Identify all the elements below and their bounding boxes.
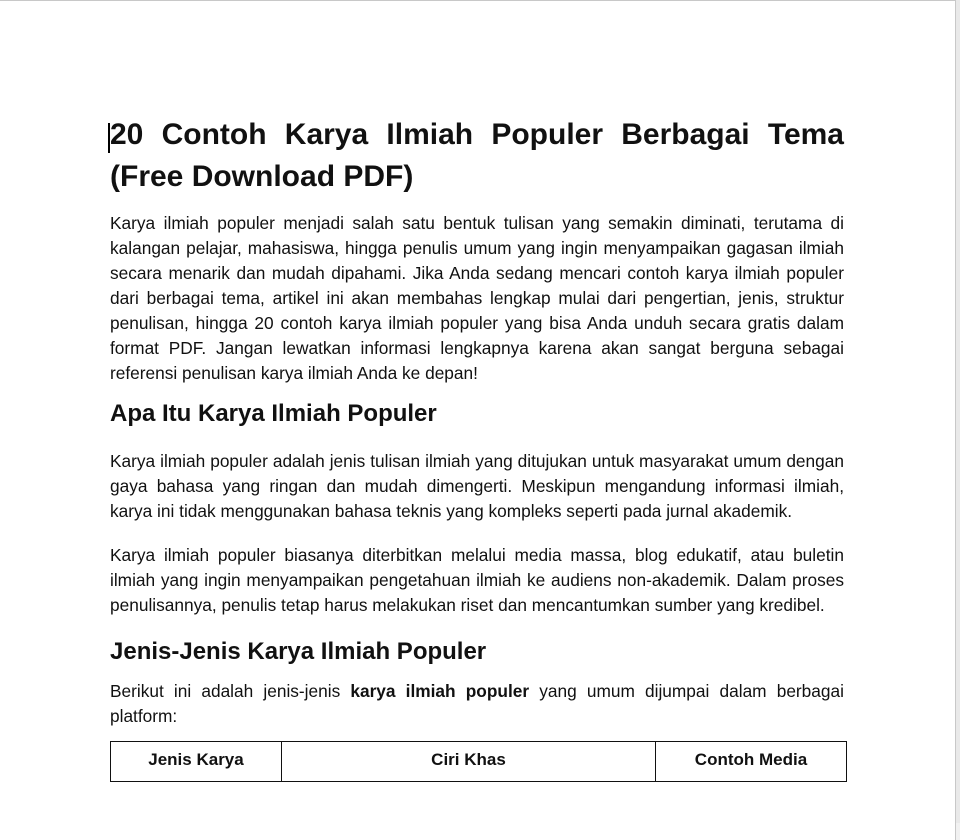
document-body[interactable] (110, 114, 844, 782)
definition-paragraph-1: Karya ilmiah populer adalah jenis tulisan ilmiah yang ditujukan untuk masyarakat umum dengan gaya bahasa yang ringan dan mudah dimengerti. Meskipun mengandung informasi ilmiah, karya ini tidak menggunakan bahasa teknis yang kompleks seperti pada jurnal akademik. (110, 451, 844, 521)
section-heading-jenis: Jenis-Jenis Karya Ilmiah Populer (110, 638, 487, 665)
table-header-cell: Contoh Media (656, 742, 847, 782)
table-header-cell: Jenis Karya (111, 742, 282, 782)
jenis-intro-text-start: Berikut ini adalah jenis-jenis (110, 681, 341, 701)
page-edge (956, 0, 960, 823)
jenis-table (110, 741, 847, 782)
jenis-intro-paragraph (110, 679, 844, 729)
article-title: 20 Contoh Karya Ilmiah Populer Berbagai Tema (Free Download PDF) (110, 118, 844, 193)
intro-paragraph: Karya ilmiah populer menjadi salah satu bentuk tulisan yang semakin diminati, terutama di kalangan pelajar, mahasiswa, hingga penulis umum yang ingin menyampaikan gagasan ilmiah secara menarik dan mudah dipahami. Jika Anda sedang mencari contoh karya ilmiah populer dari berbagai tema, artikel ini akan membahas lengkap mulai dari pengertian, jenis, struktur penulisan, hingga 20 contoh karya ilmiah populer yang bisa Anda unduh secara gratis dalam format PDF. Jangan lewatkan informasi lengkapnya karena akan sangat berguna sebagai referensi penulisan karya ilmiah Anda ke depan! (110, 213, 844, 383)
table-header-cell: Ciri Khas (282, 742, 656, 782)
text-cursor (108, 123, 110, 153)
table-header-row (111, 742, 847, 782)
definition-paragraph-2: Karya ilmiah populer biasanya diterbitkan melalui media massa, blog edukatif, atau buletin ilmiah yang ingin menyampaikan pengetahuan ilmiah ke audiens non-akademik. Dalam proses penulisannya, penulis tetap harus melakukan riset dan mencantumkan sumber yang kredibel. (110, 545, 844, 615)
section-heading-apa-itu: Apa Itu Karya Ilmiah Populer (110, 400, 437, 427)
jenis-intro-text-end: yang umum dijumpai dalam berbagai platform: (110, 681, 844, 726)
jenis-intro-bold: karya ilmiah populer (350, 681, 530, 701)
